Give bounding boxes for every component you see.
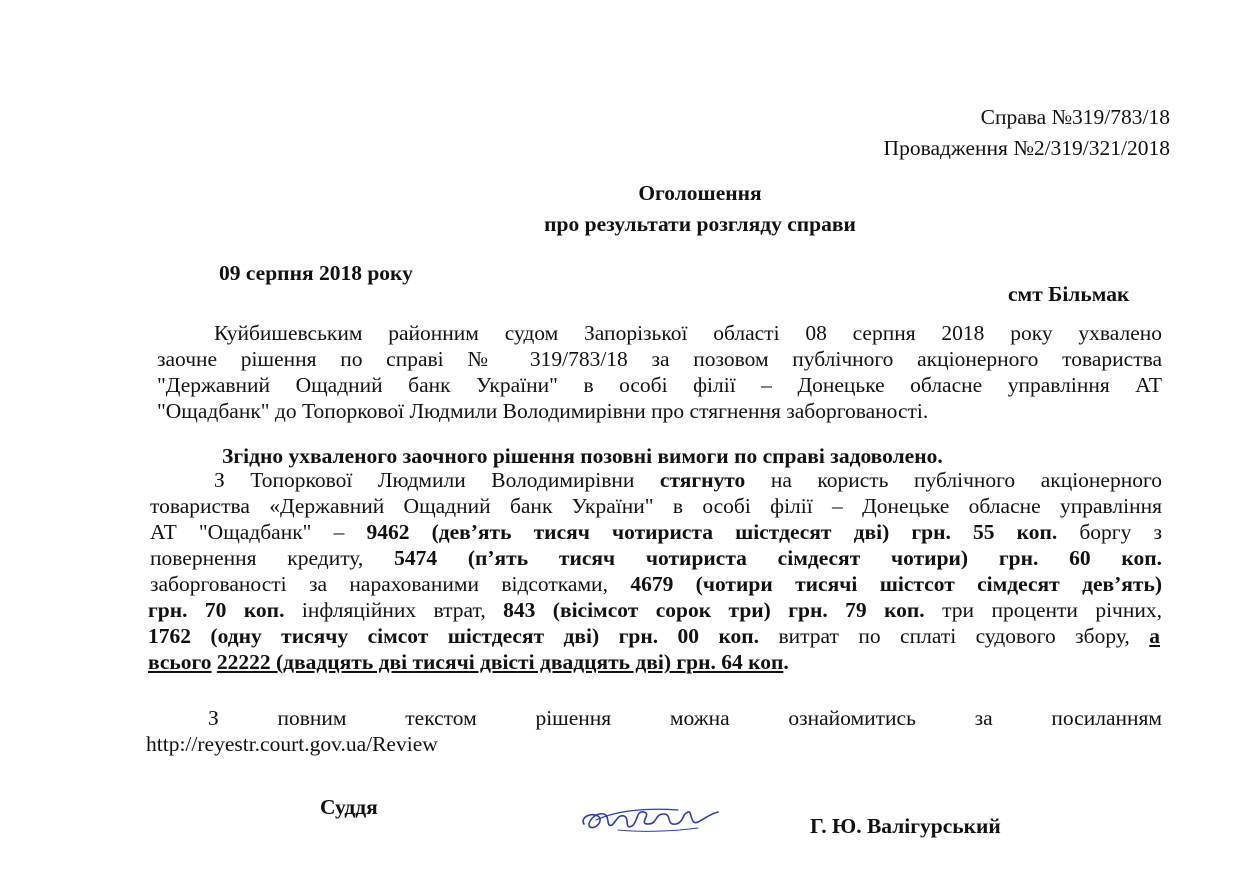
paragraph-3-line-3: АТ "Ощадбанк" – 9462 (дев’ять тисяч чотириста шістдесят дві) грн. 55 коп. боргу з [150,520,1162,544]
document-place: смт Більмак [1008,282,1130,306]
paragraph-1-line-1: Куйбишевським районним судом Запорізької області 08 серпня 2018 року ухвалено [214,321,1162,345]
review-link[interactable]: http://reyestr.court.gov.ua/Review [146,732,438,756]
document-date: 09 серпня 2018 року [219,261,413,285]
paragraph-3-line-1: З Топоркової Людмили Володимирівни стягнуто на користь публічного акціонерного [214,468,1163,492]
paragraph-1-line-2: заочне рішення по справі № 319/783/18 за позовом публічного акціонерного товариства [157,347,1162,371]
signature-image [578,800,723,840]
title-line-1: Оголошення [638,181,762,205]
judge-name: Г. Ю. Валігурський [810,814,1001,838]
case-number: Справа №319/783/18 [980,105,1170,129]
judge-label: Суддя [320,795,378,819]
paragraph-3-line-6: грн. 70 коп. інфляційних втрат, 843 (вісімсот сорок три) грн. 79 коп. три проценти річних, [148,598,1162,622]
paragraph-1-line-3: "Державний Ощадний банк України" в особі філії – Донецьке обласне управління АТ [157,373,1162,397]
proceeding-number: Провадження №2/319/321/2018 [883,136,1170,160]
paragraph-1-line-4: "Ощадбанк" до Топоркової Людмили Володимирівни про стягнення заборгованості. [157,399,929,423]
paragraph-2: Згідно ухваленого заочного рішення позовні вимоги по справі задоволено. [222,444,943,468]
paragraph-3-line-8: всього 22222 (двадцять дві тисячі двісті двадцять дві) грн. 64 коп. [148,650,789,674]
title-line-2: про результати розгляду справи [544,212,856,236]
paragraph-4-line-1: З повним текстом рішення можна ознайомитись за посиланням [208,706,1162,730]
paragraph-3-line-4: повернення кредиту, 5474 (п’ять тисяч чотириста сімдесят чотири) грн. 60 коп. [150,546,1162,570]
paragraph-3-line-7: 1762 (одну тисячу сімсот шістдесят дві) грн. 00 коп. витрат по сплаті судового збору, а [148,624,1160,648]
paragraph-3-line-2: товариства «Державний Ощадний банк України" в особі філії – Донецьке обласне управління [150,494,1162,518]
paragraph-3-line-5: заборгованості за нарахованими відсотками, 4679 (чотири тисячі шістсот сімдесят дев’ять) [150,572,1162,596]
